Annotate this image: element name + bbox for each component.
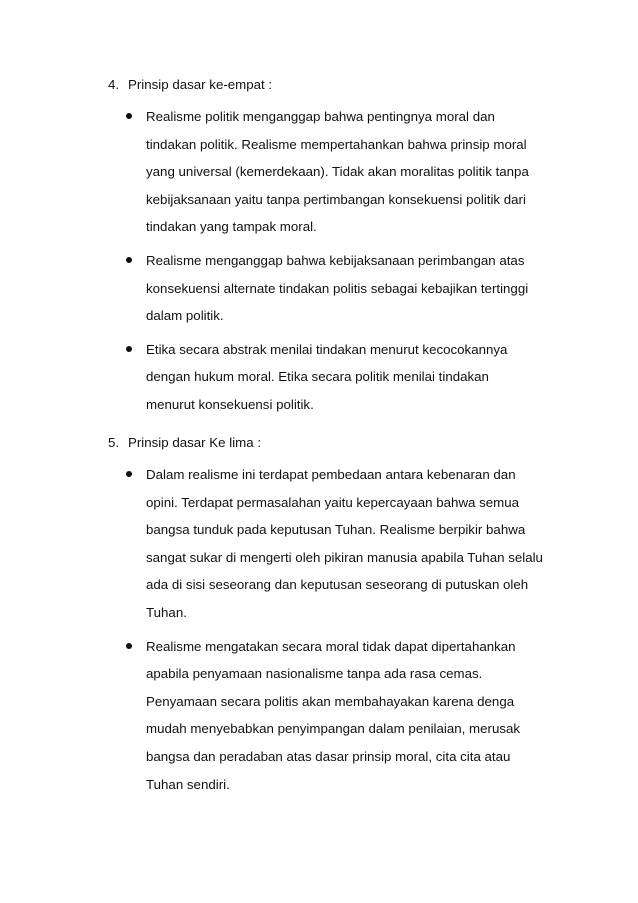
bullet-list	[108, 103, 578, 419]
text-line: apabila penyamaan nasionalisme tanpa ada rasa cemas.	[146, 666, 483, 682]
text-line: Realisme mengatakan secara moral tidak dapat dipertahankan	[146, 638, 516, 654]
list-item	[108, 336, 578, 419]
section-title: Prinsip dasar Ke lima :	[128, 435, 262, 450]
text-line: sangat sukar di mengerti oleh pikiran manusia apabila Tuhan selalu	[146, 549, 543, 565]
bullet-dot-icon	[126, 643, 132, 649]
text-line: Dalam realisme ini terdapat pembedaan antara kebenaran dan	[146, 467, 516, 482]
text-line: Realisme menganggap bahwa kebijaksanaan perimbangan atas	[146, 252, 525, 268]
section-number: 4.	[108, 77, 120, 92]
text-line: opini. Terdapat permasalahan yaitu kepercayaan bahwa semua	[146, 494, 520, 510]
text-line: bangsa dan peradaban atas dasar prinsip moral, cita cita atau	[146, 748, 511, 764]
section-heading	[108, 434, 578, 452]
section-title: Prinsip dasar ke-empat :	[128, 77, 273, 92]
bullet-dot-icon	[126, 257, 132, 263]
text-line: konsekuensi alternate tindakan politis sebagai kebajikan tertinggi	[146, 280, 529, 296]
text-line: Penyamaan secara politis akan membahayakan karena denga	[146, 693, 515, 709]
bullet-list	[108, 461, 578, 798]
list-item	[108, 461, 578, 627]
text-line: ada di sisi seseorang dan keputusan seseorang di putuskan oleh	[146, 577, 529, 593]
text-line: mudah menyebabkan penyimpangan dalam penilaian, merusak	[146, 721, 521, 737]
text-line: Tuhan.	[146, 604, 187, 620]
text-line: dalam politik.	[146, 308, 224, 324]
list-item	[108, 247, 578, 330]
bullet-dot-icon	[126, 346, 132, 352]
section-heading	[108, 76, 578, 94]
text-line: tindakan politik. Realisme mempertahankan bahwa prinsip moral	[146, 136, 527, 152]
text-line: bangsa tunduk pada keputusan Tuhan. Realisme berpikir bahwa	[146, 522, 526, 538]
bullet-dot-icon	[126, 471, 132, 477]
text-line: Tuhan sendiri.	[146, 776, 230, 792]
section-principle-5	[108, 434, 578, 798]
text-line: dengan hukum moral. Etika secara politik menilai tindakan	[146, 369, 489, 385]
text-line: kebijaksanaan yaitu tanpa pertimbangan konsekuensi politik dari	[146, 191, 526, 207]
list-item	[108, 103, 578, 241]
bullet-dot-icon	[126, 113, 132, 119]
text-line: Realisme politik menganggap bahwa pentingnya moral dan	[146, 109, 495, 124]
list-item	[108, 633, 578, 799]
text-line: menurut konsekuensi politik.	[146, 396, 314, 412]
text-line: yang universal (kemerdekaan). Tidak akan moralitas politik tanpa	[146, 164, 529, 180]
text-line: tindakan yang tampak moral.	[146, 219, 317, 235]
section-number: 5.	[108, 435, 120, 450]
text-line: Etika secara abstrak menilai tindakan menurut kecocokannya	[146, 341, 508, 357]
section-principle-4	[108, 76, 578, 419]
